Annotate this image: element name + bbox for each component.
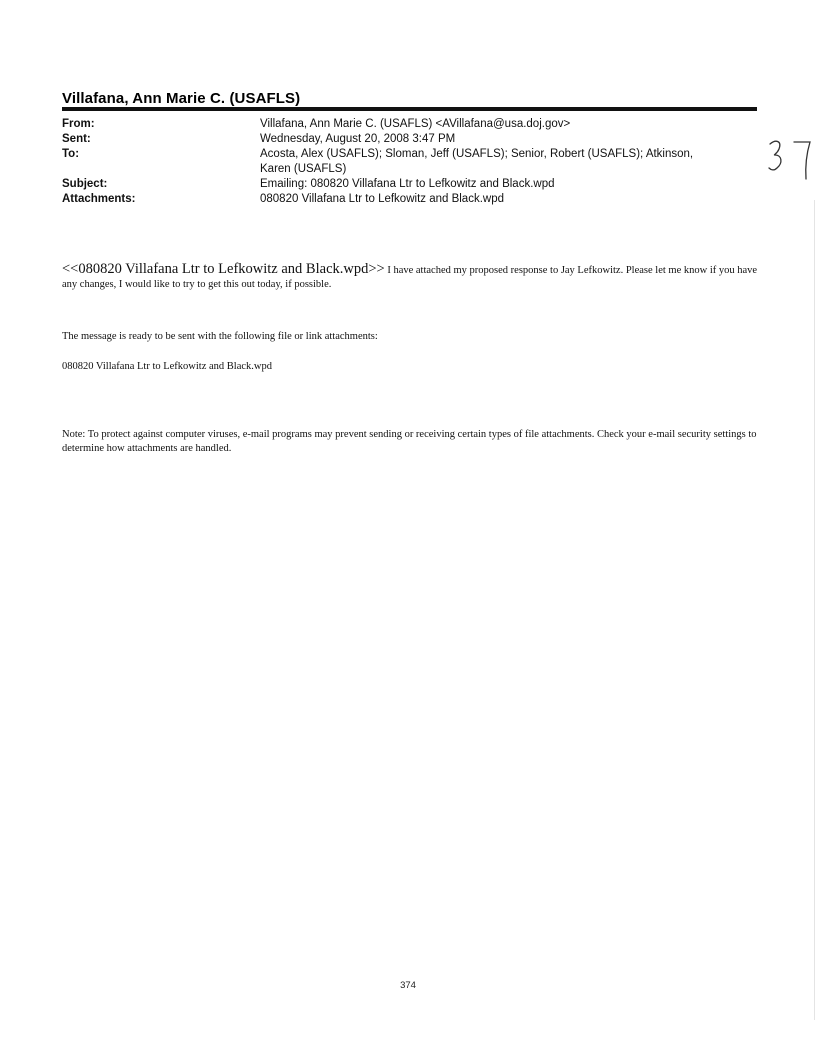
header-row-subject: [62, 177, 762, 192]
attachment-reference: <<080820 Villafana Ltr to Lefkowitz and Black.wpd>>: [62, 261, 385, 277]
handwritten-mark: [768, 138, 814, 184]
attachments-value: 080820 Villafana Ltr to Lefkowitz and Black.wpd: [260, 193, 504, 205]
header-row-sent: [62, 132, 762, 147]
security-note: Note: To protect against computer viruses, e-mail programs may prevent sending or receiving certain types of file attachments. Check your e-mail security settings to determine how attachments are handled.: [62, 429, 757, 454]
attachment-file-name: 080820 Villafana Ltr to Lefkowitz and Black.wpd: [62, 361, 272, 372]
intro-text: I have attached my proposed response to Jay Lefkowitz. Please let me know if you have any changes, I would like to try to get this out today, if possible.: [62, 265, 758, 290]
message-intro: [62, 262, 762, 292]
sender-heading: Villafana, Ann Marie C. (USAFLS): [62, 90, 301, 107]
from-value: Villafana, Ann Marie C. (USAFLS) <AVillafana@usa.doj.gov>: [260, 118, 571, 130]
from-label: From:: [62, 118, 95, 130]
header-row-from: [62, 117, 762, 132]
to-label: To:: [62, 148, 80, 160]
ready-text: The message is ready to be sent with the following file or link attachments:: [62, 331, 378, 342]
subject-label: Subject:: [62, 178, 108, 190]
sent-value: Wednesday, August 20, 2008 3:47 PM: [260, 133, 456, 145]
attachments-label: Attachments:: [62, 193, 136, 205]
heading-rule: [62, 107, 757, 111]
header-row-attachments: [62, 192, 762, 207]
page-number: 374: [400, 980, 416, 991]
to-value: Acosta, Alex (USAFLS); Sloman, Jeff (USAFLS); Senior, Robert (USAFLS); Atkinson, Karen (USAFLS): [260, 148, 694, 175]
subject-value: Emailing: 080820 Villafana Ltr to Lefkowitz and Black.wpd: [260, 178, 555, 190]
header-row-to: [62, 147, 762, 177]
sent-label: Sent:: [62, 133, 91, 145]
email-headers: [62, 117, 762, 207]
scan-edge-line: [814, 200, 815, 1020]
